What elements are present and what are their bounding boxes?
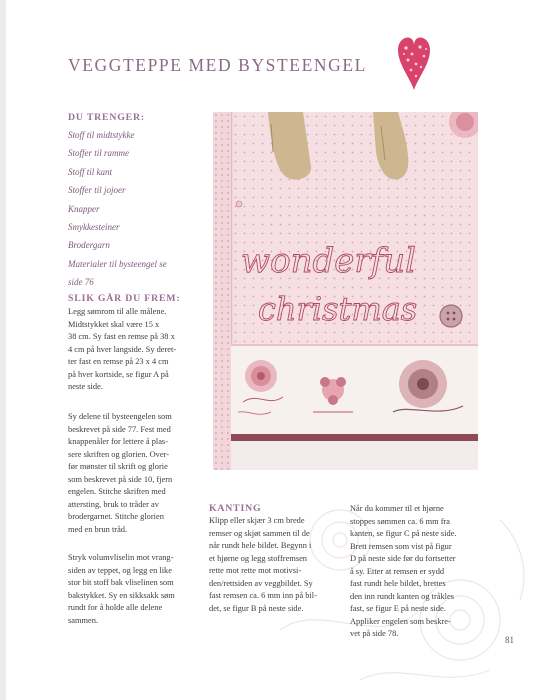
instructions-heading: SLIK GÅR DU FREM: xyxy=(68,293,181,304)
text-line: som beskrevet på side 10, fjern xyxy=(68,474,173,484)
wall-hanging-photo xyxy=(213,112,478,470)
instructions-paragraph-1 xyxy=(68,306,176,394)
text-line: fast rundt hele bildet, brettes xyxy=(350,579,446,588)
edging-paragraph xyxy=(209,515,317,615)
text-line: med en brun tråd. xyxy=(68,524,128,534)
instructions-paragraph-2 xyxy=(68,411,172,536)
text-line: vet på side 78. xyxy=(350,629,399,638)
text-line: sammen. xyxy=(68,615,99,625)
text-line: rette mot rette mot motivsi- xyxy=(209,566,302,575)
text-line: rundt for å holde alle delene xyxy=(68,603,163,612)
text-line: bakstykket. Sy en sikksakk søm xyxy=(68,590,175,600)
text-line: Klipp eller skjær 3 cm brede xyxy=(209,516,305,525)
text-line: brodergarnet. Stitche glorien xyxy=(68,512,164,521)
text-line: kanten, se figur C på neste side. xyxy=(350,529,457,538)
text-line: Når du kommer til et hjørne xyxy=(350,504,444,513)
text-line: på hver kortside, se figur A på xyxy=(68,369,169,379)
text-line: den inn rundt kanten og tråkles xyxy=(350,591,454,601)
list-item: Brodergarn xyxy=(68,240,110,251)
text-line: Legg sømrom til alle målene. xyxy=(68,307,167,316)
text-line: fast, se figur E på neste side. xyxy=(350,604,446,613)
page-title: VEGGTEPPE MED BYSTEENGEL xyxy=(68,55,367,75)
text-line: fast remsen ca. 6 mm inn på bil- xyxy=(209,591,317,600)
text-line: den/rettsiden av veggbildet. Sy xyxy=(209,578,313,588)
text-line: å sy. Etter at remsen er sydd xyxy=(350,566,445,576)
text-line: stoppes sømmen ca. 6 mm fra xyxy=(350,516,451,526)
list-item: side 76 xyxy=(68,277,94,288)
text-line: Sy delene til bysteengelen som xyxy=(68,412,172,421)
text-line: Brett remsen som vist på figur xyxy=(350,541,452,551)
embroidery-text-line-1: wonderful xyxy=(241,241,416,281)
text-line: det, se figur B på neste side. xyxy=(209,603,304,613)
text-line: D på neste side før du fortsetter xyxy=(350,554,456,563)
edging-heading: KANTING xyxy=(209,503,262,514)
list-item: Smykkesteiner xyxy=(68,222,120,233)
text-line: 38 cm. Sy fast en remse på 38 x xyxy=(68,332,175,341)
text-line: beskrevet på side 77. Fest med xyxy=(68,424,171,434)
materials-heading: DU TRENGER: xyxy=(68,112,145,123)
text-line: siden av teppet, og legg en like xyxy=(68,565,172,575)
list-item: Stoff til midtstykke xyxy=(68,130,135,140)
text-line: knappenåler for lettere å plas- xyxy=(68,437,168,446)
list-item: Knapper xyxy=(68,203,100,214)
text-line: stor bit stoff bak vliselinen som xyxy=(68,578,174,587)
text-line: neste side. xyxy=(68,382,103,391)
embroidery-text-line-2: christmas xyxy=(258,290,418,328)
list-item: Stoffer til jojoer xyxy=(68,185,126,196)
heart-icon xyxy=(396,34,432,92)
button-icon xyxy=(440,305,462,327)
page-number: 81 xyxy=(505,635,514,645)
text-line: Stryk volumvliselin mot vrang- xyxy=(68,553,174,562)
page-gutter-shadow xyxy=(0,0,6,700)
text-line: før mønster til skrift og glorie xyxy=(68,462,168,471)
instructions-paragraph-3 xyxy=(68,552,175,627)
list-item: Stoffer til ramme xyxy=(68,148,129,159)
text-line: 4 cm på hver langside. Sy deret- xyxy=(68,344,177,354)
text-line: engelen. Stitche skriften med xyxy=(68,487,166,496)
text-line: attersting, bruk to tråder av xyxy=(68,499,159,509)
text-line: et hjørne og legg stoffremsen xyxy=(209,553,307,563)
text-line: sere skriften og glorien. Over- xyxy=(68,449,169,459)
list-item: Stoff til kant xyxy=(68,166,112,177)
materials-list xyxy=(68,126,203,292)
edging-continued-paragraph xyxy=(350,503,457,641)
text-line: når rundt hele bildet. Begynn i xyxy=(209,541,312,550)
text-line: Appliker engelen som beskre- xyxy=(350,616,451,626)
list-item: Materialer til bysteengel se xyxy=(68,258,167,269)
text-line: ter fast en remse på 23 x 4 cm xyxy=(68,357,169,366)
text-line: remser og skjøt sammen til de xyxy=(209,528,310,538)
text-line: Midtstykket skal være 15 x xyxy=(68,319,160,329)
